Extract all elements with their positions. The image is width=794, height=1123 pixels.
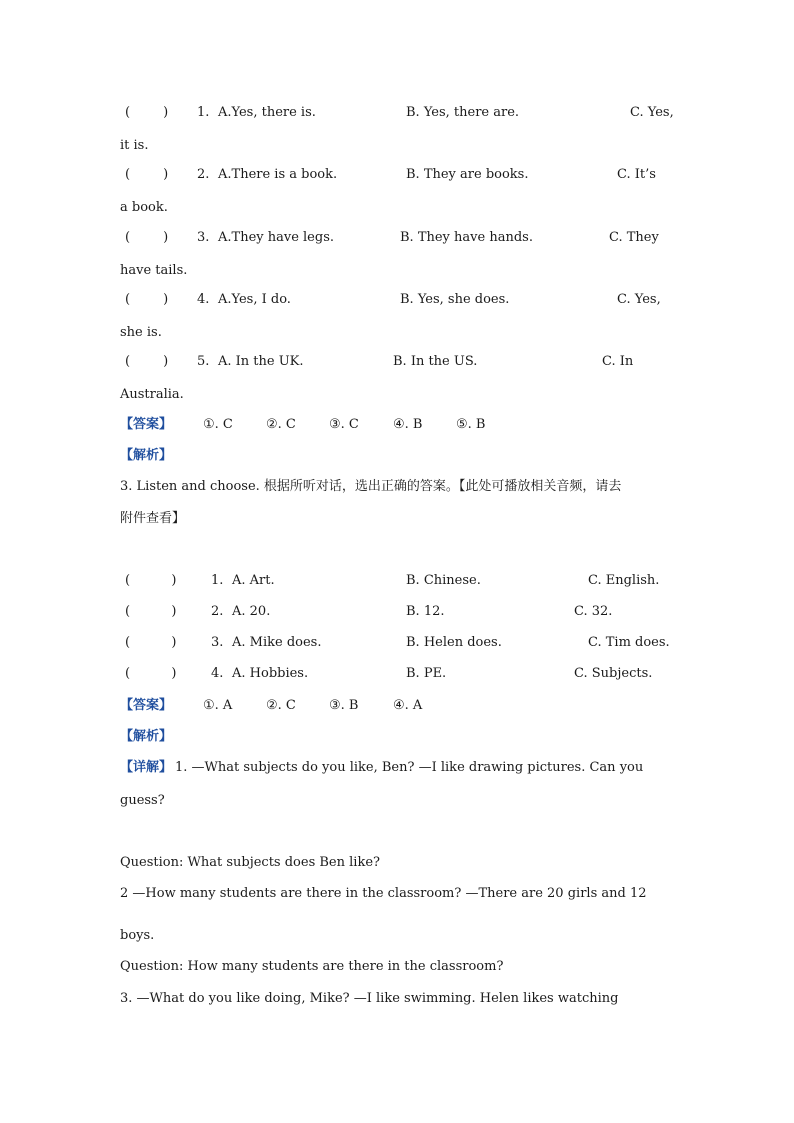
answer-item: ⑤. B: [456, 417, 486, 432]
answer-blank[interactable]: ( ): [125, 635, 177, 650]
section3-title: 3. Listen and choose. 根据所听对话，选出正确的答案。【此处可播放相关音频，请去: [120, 479, 622, 494]
option-a: A. Art.: [232, 573, 275, 588]
question-text: Question: What subjects does Ben like?: [120, 855, 380, 870]
detail-text: 2 —How many students are there in the classroom? —There are 20 girls and 12: [120, 886, 647, 901]
option-b: B. Helen does.: [406, 635, 502, 650]
answer-blank[interactable]: ( ): [125, 354, 169, 369]
option-c: C. Yes,: [630, 105, 674, 120]
answer-item: ③. C: [329, 417, 359, 432]
question-text: Question: How many students are there in the classroom?: [120, 959, 504, 974]
answer-blank[interactable]: ( ): [125, 604, 177, 619]
option-b: B. Chinese.: [406, 573, 481, 588]
answer-item: ④. A: [393, 698, 423, 713]
detail-text: 1. —What subjects do you like, Ben? —I like drawing pictures. Can you: [175, 760, 644, 775]
question-number: 1.: [211, 573, 224, 588]
option-a: A.They have legs.: [218, 230, 335, 245]
option-a: A. Mike does.: [232, 635, 322, 650]
answer-item: ④. B: [393, 417, 423, 432]
option-c-wrap: it is.: [120, 138, 149, 153]
option-c: C. Tim does.: [588, 635, 670, 650]
option-c: C. 32.: [574, 604, 613, 619]
answer-item: ①. C: [203, 417, 233, 432]
question-number: 4.: [197, 292, 210, 307]
detail-text-cont: guess?: [120, 793, 165, 808]
option-c-wrap: have tails.: [120, 263, 188, 278]
option-c: C. They: [609, 230, 659, 245]
answer-blank[interactable]: ( ): [125, 167, 169, 182]
option-c: C. Subjects.: [574, 666, 653, 681]
option-a: A.There is a book.: [218, 167, 338, 182]
option-c-wrap: Australia.: [120, 387, 184, 402]
option-b: B. They are books.: [406, 167, 529, 182]
option-c: C. In: [602, 354, 634, 369]
option-a: A.Yes, I do.: [218, 292, 291, 307]
option-b: B. Yes, there are.: [406, 105, 520, 120]
analysis-label: 【解析】: [120, 448, 173, 463]
answer-label: 【答案】: [120, 698, 173, 713]
option-b: B. In the US.: [393, 354, 478, 369]
option-a: A. 20.: [232, 604, 271, 619]
answer-item: ①. A: [203, 698, 233, 713]
option-a: A.Yes, there is.: [218, 105, 316, 120]
question-number: 3.: [211, 635, 224, 650]
answer-item: ②. C: [266, 698, 296, 713]
answer-blank[interactable]: ( ): [125, 105, 169, 120]
option-c: C. It’s: [617, 167, 656, 182]
answer-label: 【答案】: [120, 417, 173, 432]
answer-blank[interactable]: ( ): [125, 230, 169, 245]
analysis-label: 【解析】: [120, 729, 173, 744]
question-number: 2.: [211, 604, 224, 619]
answer-item: ②. C: [266, 417, 296, 432]
answer-blank[interactable]: ( ): [125, 292, 169, 307]
option-b: B. 12.: [406, 604, 445, 619]
option-c: C. English.: [588, 573, 660, 588]
question-number: 4.: [211, 666, 224, 681]
question-number: 2.: [197, 167, 210, 182]
question-number: 1.: [197, 105, 210, 120]
option-a: A. In the UK.: [218, 354, 304, 369]
answer-item: ③. B: [329, 698, 359, 713]
option-a: A. Hobbies.: [232, 666, 309, 681]
option-b: B. PE.: [406, 666, 447, 681]
answer-blank[interactable]: ( ): [125, 573, 177, 588]
detail-label: 【详解】: [120, 760, 173, 775]
option-c-wrap: she is.: [120, 325, 162, 340]
option-b: B. They have hands.: [400, 230, 533, 245]
option-b: B. Yes, she does.: [400, 292, 510, 307]
question-number: 5.: [197, 354, 210, 369]
option-c-wrap: a book.: [120, 200, 168, 215]
option-c: C. Yes,: [617, 292, 661, 307]
question-number: 3.: [197, 230, 210, 245]
detail-text: 3. —What do you like doing, Mike? —I like swimming. Helen likes watching: [120, 991, 619, 1006]
section3-title-cont: 附件查看】: [120, 511, 186, 526]
detail-text-cont: boys.: [120, 928, 155, 943]
answer-blank[interactable]: ( ): [125, 666, 177, 681]
